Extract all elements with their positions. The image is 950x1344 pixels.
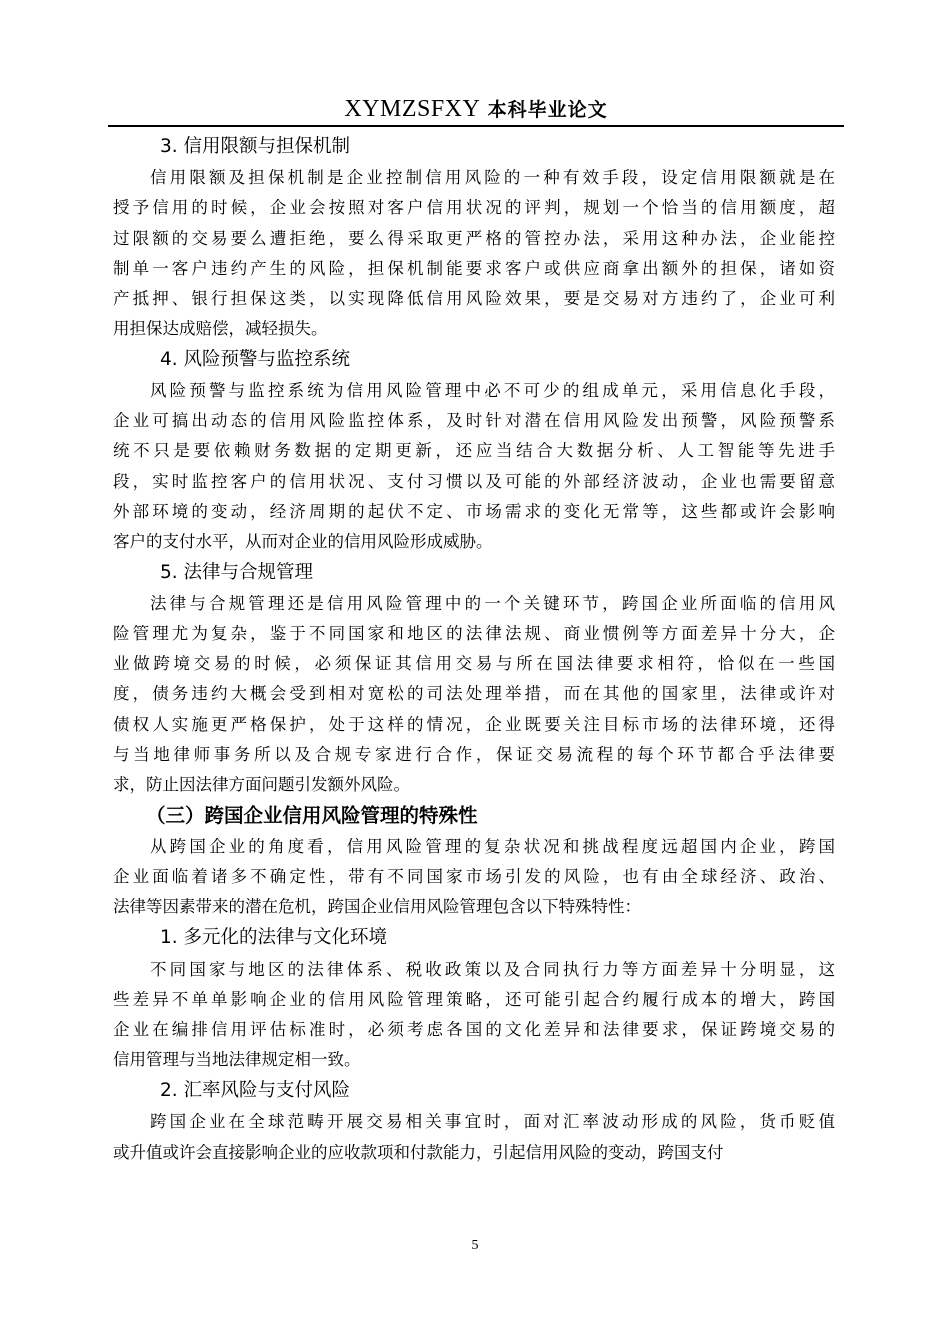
page-number: 5 [471, 1238, 479, 1253]
paragraph-line: 风险预警与监控系统为信用风险管理中必不可少的组成单元，采用信息化手段， [150, 381, 835, 400]
paragraph-line: 求，防止因法律方面问题引发额外风险。 [113, 775, 410, 794]
paragraph-line: 法律等因素带来的潜在危机，跨国企业信用风险管理包含以下特殊特性： [113, 897, 641, 916]
paragraph-line: 统不只是要依赖财务数据的定期更新，还应当结合大数据分析、人工智能等先进手 [113, 441, 835, 460]
header-document-type: 本科毕业论文 [487, 99, 608, 121]
header-school-code: XYMZSFXY [344, 96, 481, 122]
paragraph-line: 企业在编排信用评估标准时，必须考虑各国的文化差异和法律要求，保证跨境交易的 [113, 1020, 835, 1039]
paragraph-line: 企业面临着诸多不确定性，带有不同国家市场引发的风险，也有由全球经济、政治、 [113, 867, 835, 886]
subsection-heading: 2. 汇率风险与支付风险 [160, 1080, 351, 1101]
paragraph-line: 些差异不单单影响企业的信用风险管理策略，还可能引起合约履行成本的增大，跨国 [113, 990, 835, 1009]
section-heading: （三）跨国企业信用风险管理的特殊性 [146, 804, 478, 827]
paragraph-line: 信用限额及担保机制是企业控制信用风险的一种有效手段，设定信用限额就是在 [150, 168, 835, 187]
paragraph-line: 从跨国企业的角度看，信用风险管理的复杂状况和挑战程度远超国内企业，跨国 [150, 837, 835, 856]
subsection-heading: 1. 多元化的法律与文化环境 [160, 927, 388, 948]
subsection-heading: 3. 信用限额与担保机制 [160, 136, 351, 157]
paragraph-line: 业做跨境交易的时候，必须保证其信用交易与所在国法律要求相符，恰似在一些国 [113, 654, 835, 673]
paragraph-line: 险管理尤为复杂，鉴于不同国家和地区的法律法规、商业惯例等方面差异十分大，企 [113, 624, 835, 643]
paragraph-line: 外部环境的变动，经济周期的起伏不定、市场需求的变化无常等，这些都或许会影响 [113, 502, 835, 521]
paragraph-line: 跨国企业在全球范畴开展交易相关事宜时，面对汇率波动形成的风险，货币贬值 [150, 1112, 835, 1131]
paragraph-line: 度，债务违约大概会受到相对宽松的司法处理举措，而在其他的国家里，法律或许对 [113, 684, 835, 703]
paragraph-line: 或升值或许会直接影响企业的应收款项和付款能力，引起信用风险的变动，跨国支付 [113, 1143, 724, 1162]
subsection-heading: 5. 法律与合规管理 [160, 562, 314, 583]
paragraph-line: 过限额的交易要么遭拒绝，要么得采取更严格的管控办法，采用这种办法，企业能控 [113, 229, 835, 248]
paragraph-line: 企业可搞出动态的信用风险监控体系，及时针对潜在信用风险发出预警，风险预警系 [113, 411, 835, 430]
paragraph-line: 产抵押、银行担保这类，以实现降低信用风险效果，要是交易对方违约了，企业可利 [113, 289, 835, 308]
header-rule [108, 125, 844, 127]
paragraph-line: 段，实时监控客户的信用状况、支付习惯以及可能的外部经济波动，企业也需要留意 [113, 472, 835, 491]
paragraph-line: 制单一客户违约产生的风险，担保机制能要求客户或供应商拿出额外的担保，诸如资 [113, 259, 835, 278]
page-header [108, 92, 844, 126]
paragraph-line: 债权人实施更严格保护，处于这样的情况，企业既要关注目标市场的法律环境，还得 [113, 715, 835, 734]
subsection-heading: 4. 风险预警与监控系统 [160, 349, 351, 370]
paragraph-line: 用担保达成赔偿，减轻损失。 [113, 319, 328, 338]
paragraph-line: 客户的支付水平，从而对企业的信用风险形成威胁。 [113, 532, 493, 551]
paragraph-line: 信用管理与当地法律规定相一致。 [113, 1050, 361, 1069]
paragraph-line: 法律与合规管理还是信用风险管理中的一个关键环节，跨国企业所面临的信用风 [150, 594, 835, 613]
paragraph-line: 与当地律师事务所以及合规专家进行合作，保证交易流程的每个环节都合乎法律要 [113, 745, 835, 764]
paragraph-line: 不同国家与地区的法律体系、税收政策以及合同执行力等方面差异十分明显，这 [150, 960, 835, 979]
paragraph-line: 授予信用的时候，企业会按照对客户信用状况的评判，规划一个恰当的信用额度，超 [113, 198, 835, 217]
